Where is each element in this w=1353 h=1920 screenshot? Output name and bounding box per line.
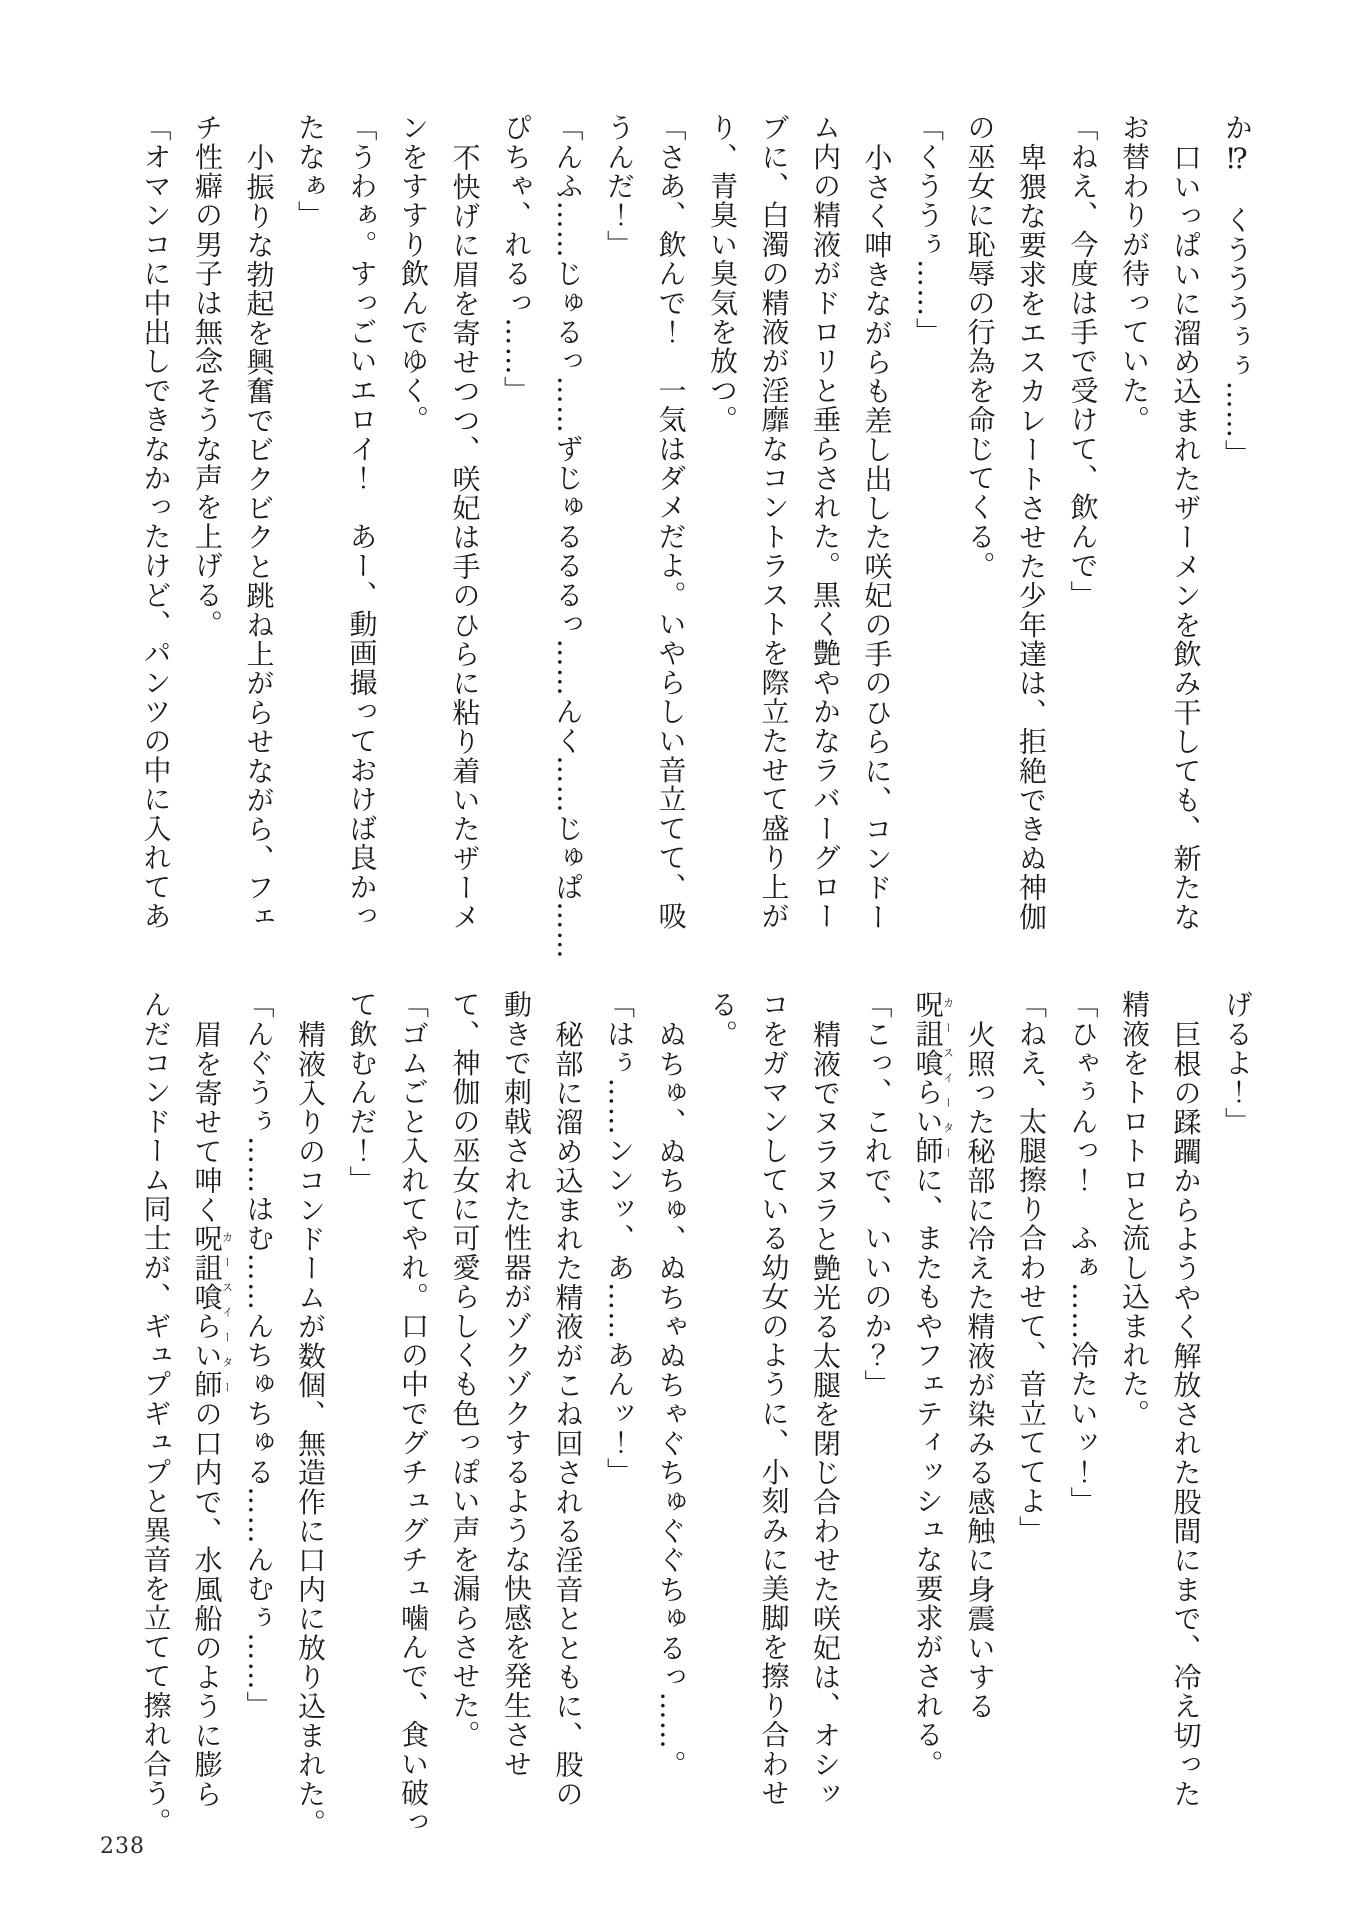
column-text: に、またもやフェティッシュな要求がされる。 [911,1165,945,1779]
text-column: 「さあ、飲んで！ 一気はダメだよ。いやらしい音立てて、吸 [654,113,688,931]
text-column: ぬちゅ、ぬちゅ、ぬちゃぬちゃぐちゅぐぐちゅるっ……。 [654,1019,688,1779]
text-column [903,990,955,1810]
text-column: て、神伽の巫女に可愛らしくも色っぽい声を漏らさせた。 [448,990,482,1750]
text-column: げるよ！」 [1221,990,1254,1136]
ruby-base: 呪詛喰らい師 [190,1223,224,1400]
text-column: チ性癖の男子は無念そうな声を上げる。 [191,113,224,639]
ruby-text: カースイーター [220,1223,234,1400]
text-block-lower [130,990,1263,1838]
ruby-text: カースイーター [941,990,955,1166]
text-block-upper [130,113,1263,960]
text-column: ム内の精液がドロリと垂らされた。黒く艶やかなラバーグロー [809,113,842,931]
text-column: 小さく呻きながらも差し出した咲妃の手のひらに、コンドー [860,142,894,931]
page-number: 238 [100,1834,145,1859]
text-column: 「はぅ……ンンッ、あ……あんッ！」 [603,990,636,1487]
text-column: コをガマンしている幼女のように、小刻みに美脚を擦り合わせ [757,990,791,1808]
text-column: たなぁ」 [294,113,327,230]
text-column: 小振りな勃起を興奮でビクビクと跳ね上がらせながら、フェ [242,142,276,931]
text-column: り、青臭い臭気を放つ。 [706,113,739,435]
text-column: 「くううぅ……」 [912,113,945,347]
text-column: 不快げに眉を寄せつつ、咲妃は手のひらに粘り着いたザーメ [448,142,482,931]
ruby-annotation [190,1223,234,1400]
text-column: 動きで刺戟された性器がゾクゾクするような快感を発生させ [500,990,533,1779]
text-column: 「ねえ、今度は手で受けて、飲んで」 [1066,113,1100,610]
text-column [182,990,234,1810]
text-column: 「ねえ、太腿擦り合わせて、音立ててよ」 [1015,990,1048,1545]
text-column: る。 [706,990,739,1049]
text-column: 「オマンコに中出しできなかったけど、パンツの中に入れてあ [139,113,173,931]
column-text: の口内で、水風船のように膨ら [190,1399,224,1808]
column-text: 眉を寄せて呻く [190,1019,224,1224]
text-column: 「ひゃぅんっ！ ふぁ……冷たいッ！」 [1066,990,1100,1516]
text-column: うんだ！」 [603,113,636,259]
text-column: 「んふ……じゅるっ……ずじゅるるるっ……んく……じゅぱ…… [551,113,585,960]
text-column: 「うわぁ。すっごいエロイ！ あー、動画撮っておけば良かっ [345,113,379,931]
text-column: ぴちゃ、れるっ……」 [500,113,533,405]
text-column: 「んぐうぅ……はむ……んちゅちゅる……んむぅ……」 [242,990,276,1720]
text-column: の巫女に恥辱の行為を命じてくる。 [963,113,997,581]
text-column: 秘部に溜め込まれた精液がこね回される淫音とともに、股の [551,1019,585,1808]
text-column: 「ゴムごと入れてやれ。口の中でグチュグチュ噛んで、食い破っ [397,990,430,1837]
text-column: ンをすすり飲んでゆく。 [397,113,430,435]
ruby-annotation [911,990,955,1166]
text-column: お替わりが待っていた。 [1118,113,1151,435]
text-column: ブに、白濁の精液が淫靡なコントラストを際立たせて盛り上が [757,113,791,931]
text-column: 精液入りのコンドームが数個、無造作に口内に放り込まれた。 [294,1019,327,1838]
text-column: 精液をトロトロと流し込まれた。 [1118,990,1151,1428]
text-column: 精液でヌラヌラと艶光る太腿を閉じ合わせた咲妃は、オシッ [809,1019,842,1808]
text-column: んだコンドーム同士が、ギュプギュプと異音を立てて擦れ合う。 [139,990,173,1837]
text-column: 「こっ、これで、いいのか？」 [860,990,894,1399]
text-column: か⁉ くうううぅぅ……」 [1221,113,1254,469]
text-column: 口いっぱいに溜め込まれたザーメンを飲み干しても、新たな [1169,142,1203,931]
text-column: て飲むんだ！」 [345,990,379,1195]
text-column: 巨根の蹂躙からようやく解放された股間にまで、冷え切った [1169,1019,1203,1808]
text-column: 卑猥な要求をエスカレートさせた少年達は、拒絶できぬ神伽 [1015,142,1048,931]
text-column: 火照った秘部に冷えた精液が染みる感触に身震いする [963,1019,997,1721]
ruby-base: 呪詛喰らい師 [911,990,945,1166]
